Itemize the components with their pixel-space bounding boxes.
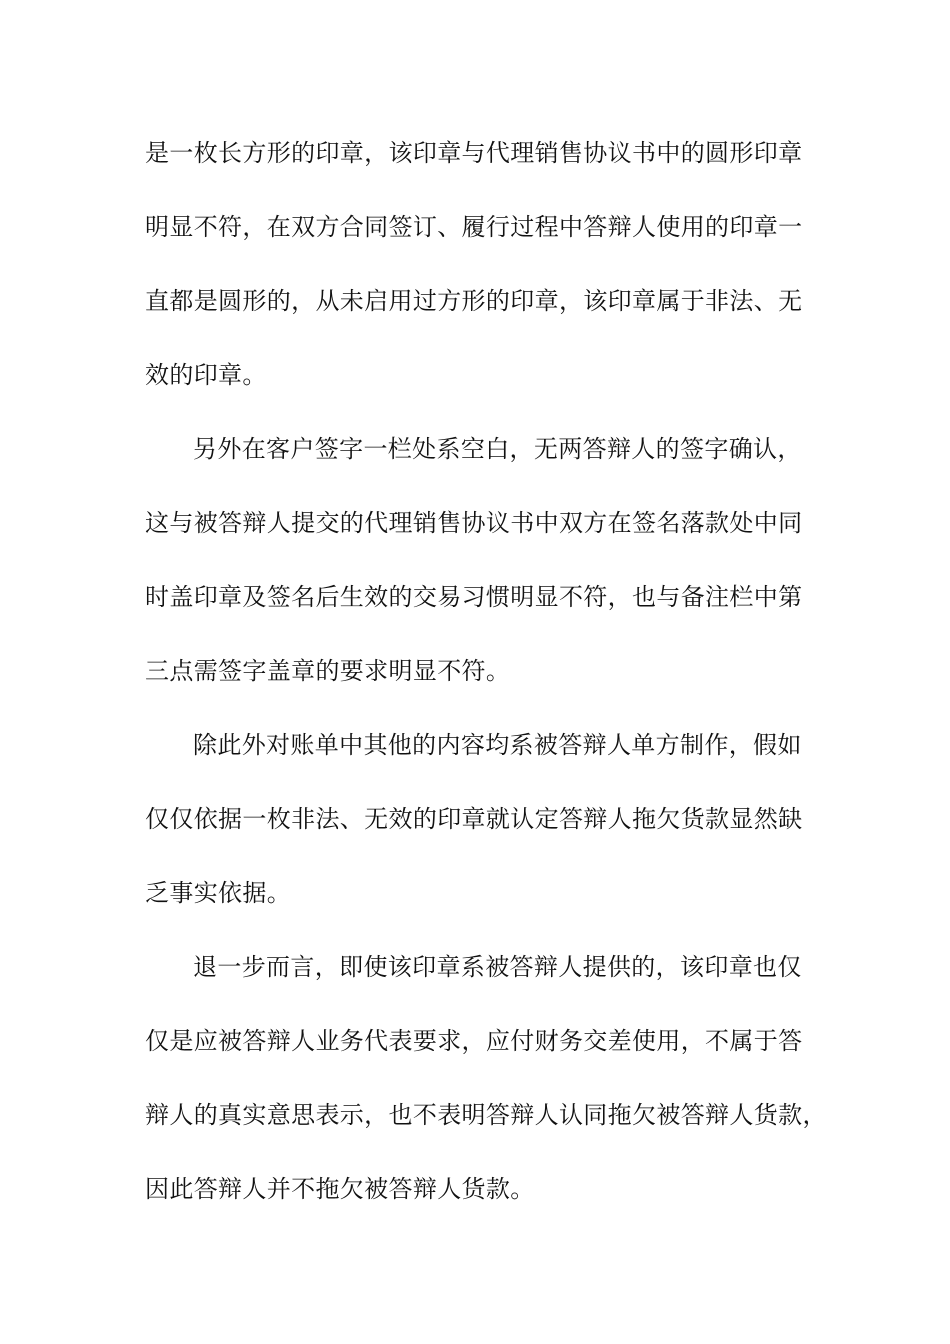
paragraph-seal-description <box>145 128 835 424</box>
paragraph-line: 是一枚长方形的印章，该印章与代理销售协议书中的圆形印章 <box>145 139 803 167</box>
paragraph-line: 时盖印章及签名后生效的交易习惯明显不符，也与备注栏中第 <box>145 583 803 611</box>
paragraph-unilateral-statement <box>145 720 835 942</box>
paragraph-line: 乏事实依据。 <box>145 879 292 907</box>
paragraph-signature-blank <box>145 424 835 720</box>
paragraph-line: 这与被答辩人提交的代理销售协议书中双方在签名落款处中同 <box>145 509 803 537</box>
paragraph-line: 因此答辩人并不拖欠被答辩人货款。 <box>145 1175 535 1203</box>
paragraph-line: 退一步而言，即使该印章系被答辩人提供的，该印章也仅 <box>193 953 802 981</box>
paragraph-line: 仅是应被答辩人业务代表要求，应付财务交差使用，不属于答 <box>145 1027 803 1055</box>
paragraph-line: 除此外对账单中其他的内容均系被答辩人单方制作，假如 <box>193 731 802 759</box>
paragraph-line: 效的印章。 <box>145 361 267 389</box>
paragraph-line: 仅仅依据一枚非法、无效的印章就认定答辩人拖欠货款显然缺 <box>145 805 803 833</box>
paragraph-line: 三点需签字盖章的要求明显不符。 <box>145 657 511 685</box>
paragraph-line: 直都是圆形的，从未启用过方形的印章，该印章属于非法、无 <box>145 287 803 315</box>
paragraph-line: 明显不符，在双方合同签订、履行过程中答辩人使用的印章一 <box>145 213 803 241</box>
paragraph-line: 辩人的真实意思表示，也不表明答辩人认同拖欠被答辩人货款， <box>145 1101 827 1129</box>
paragraph-line: 另外在客户签字一栏处系空白，无两答辩人的签字确认， <box>193 435 802 463</box>
paragraph-conclusion <box>145 942 835 1238</box>
document-body <box>145 128 835 1238</box>
